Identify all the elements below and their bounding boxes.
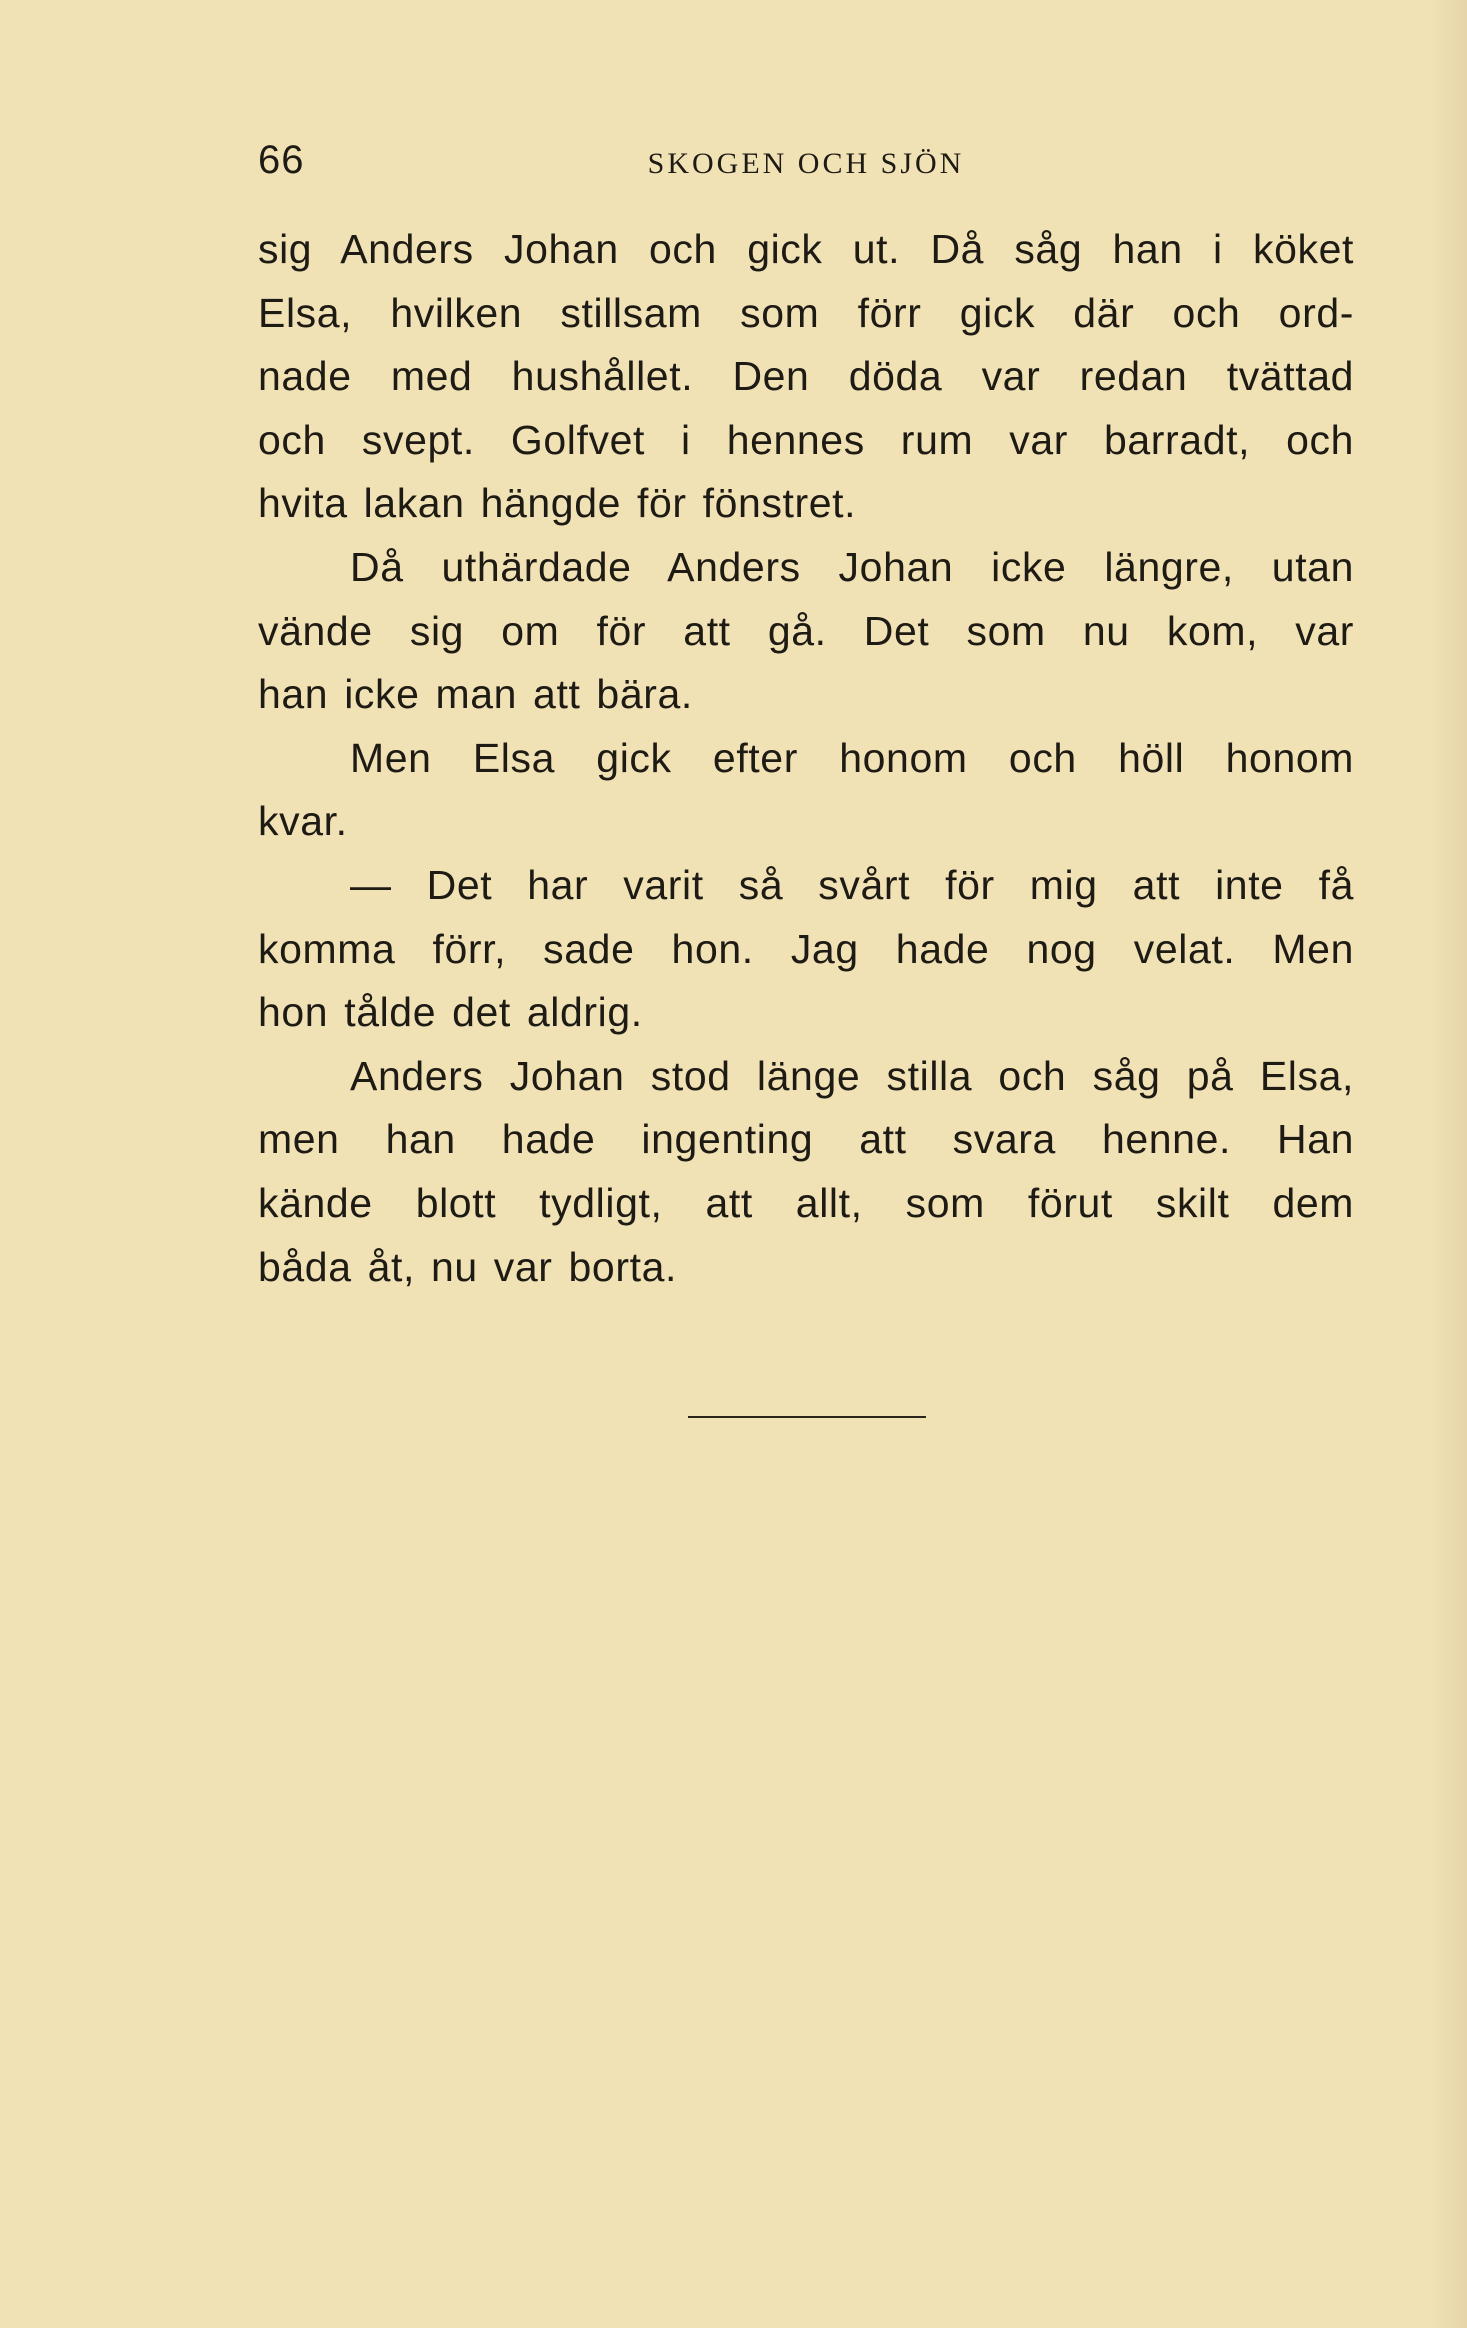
text-line: Men Elsa gick efter honom och höll honom <box>350 734 1354 781</box>
text-line: och svept. Golfvet i hennes rum var barradt, och <box>258 416 1354 463</box>
page-number: 66 <box>258 138 305 182</box>
text-line: men han hade ingenting att svara henne. Han <box>258 1116 1354 1163</box>
text-line: nade med hushållet. Den döda var redan tvättad <box>258 353 1354 400</box>
text-line: vände sig om för att gå. Det som nu kom, var <box>258 607 1354 654</box>
section-end-rule <box>688 1416 926 1418</box>
text-line: Elsa, hvilken stillsam som förr gick där och ord- <box>258 289 1354 336</box>
text-line: — Det har varit så svårt för mig att inte få <box>350 861 1354 908</box>
text-line: Anders Johan stod länge stilla och såg på Elsa, <box>350 1052 1354 1099</box>
running-title: SKOGEN OCH SJÖN <box>647 147 965 180</box>
body-text <box>258 218 1354 1299</box>
text-line: kvar. <box>258 798 348 845</box>
running-head <box>258 130 1354 190</box>
text-line: båda åt, nu var borta. <box>258 1243 677 1290</box>
text-line: han icke man att bära. <box>258 671 693 718</box>
text-line: kände blott tydligt, att allt, som förut skilt dem <box>258 1179 1354 1226</box>
text-line: Då uthärdade Anders Johan icke längre, utan <box>350 543 1354 590</box>
text-line: komma förr, sade hon. Jag hade nog velat. Men <box>258 925 1354 972</box>
text-line: sig Anders Johan och gick ut. Då såg han i köket <box>258 226 1354 272</box>
text-line: hvita lakan hängde för fönstret. <box>258 480 857 527</box>
text-line: hon tålde det aldrig. <box>258 989 643 1036</box>
